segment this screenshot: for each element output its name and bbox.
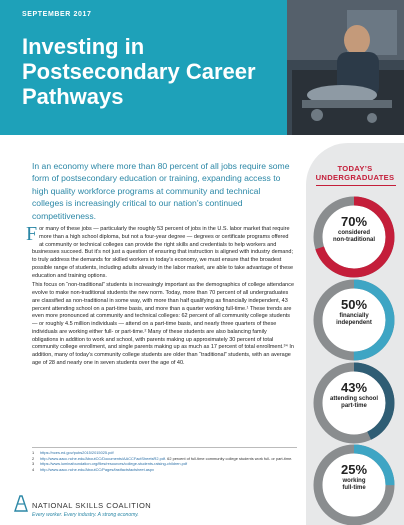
stat-label-line2: full-time — [342, 485, 366, 491]
stat-percent: 50% — [340, 297, 368, 312]
coalition-logo-icon — [14, 494, 28, 512]
stats-sidebar — [306, 143, 404, 525]
stat-label-line2: non-traditional — [333, 237, 375, 243]
stat-text — [310, 215, 398, 244]
stat-label-line1: attending school — [330, 396, 378, 402]
stat-percent: 25% — [340, 462, 368, 477]
stat-label — [310, 313, 398, 327]
body-text — [26, 223, 295, 368]
sidebar-title-line1: TODAY’S — [337, 164, 373, 173]
stat-percent: 70% — [340, 214, 368, 229]
sidebar-divider — [316, 185, 396, 186]
footnote-link[interactable]: http://www.aacc.nche.edu/AboutCC/Documents/AACCFactSheetsR2.pdf. — [40, 455, 167, 461]
stat-label-line2: part-time — [341, 403, 367, 409]
stat-text — [310, 381, 398, 410]
footnote-link[interactable]: http://www.aacc.nche.edu/AboutCC/Pages/fastfactsfactsheet.aspx — [40, 466, 154, 472]
organization-logo — [14, 494, 164, 524]
footnote-text: 62 percent of full-time community college students work full- or part-time. — [166, 455, 293, 461]
sidebar-title — [306, 164, 404, 182]
worker-photo-icon — [287, 0, 404, 135]
footnote-divider — [32, 447, 297, 448]
organization-tagline: Every worker. Every industry. A strong economy. — [32, 512, 139, 518]
stat-label-line1: considered — [337, 230, 370, 236]
stat-percent: 43% — [340, 380, 368, 395]
stat-donut — [310, 276, 398, 364]
footnote — [32, 467, 297, 473]
footnote-number: 3 — [32, 461, 35, 467]
body-paragraph-1-text: or many of these jobs — particularly the roughly 53 percent of jobs in the U.S. labor market that require more than a high school diploma, but not a four-year degree — degrees or certificate programs offered at community or technical colleges can provide the right skills and credentials to help workers and businesses succeed. But it’s not just a question of ensuring that instruction is aligned with industry demand; to truly address the demands for skilled workers in today’s economy, we must ensure that the broadest possible range of students, including adults already in the labor market, are able to take advantage of these education and training options. — [32, 226, 294, 279]
footnote-number: 2 — [32, 455, 35, 461]
stat-label — [310, 230, 398, 244]
footnote-number: 4 — [32, 466, 35, 472]
stat-donut — [310, 193, 398, 281]
footnote-link[interactable]: https://www.luminafoundation.org/files/resources/college-students-raising-children.pdf — [40, 461, 188, 467]
organization-name: NATIONAL SKILLS COALITION — [32, 501, 152, 510]
stat-text — [310, 298, 398, 327]
footnote-link[interactable]: https://nces.ed.gov/pubs2015/2015025.pdf — [40, 450, 114, 455]
page-title: Investing in Postsecondary Career Pathways — [22, 34, 256, 109]
publication-date: SEPTEMBER 2017 — [22, 11, 92, 18]
stat-donut — [310, 441, 398, 525]
header-banner — [0, 0, 404, 135]
stat-label-line2: independent — [336, 320, 372, 326]
intro-paragraph: In an economy where more than 80 percent of all jobs require some form of postsecondary education or training, expanding access to high quality workforce programs at community and technical colleges is increasingly critical to our nation’s continued competitiveness. — [32, 161, 290, 221]
sidebar-title-line2: UNDERGRADUATES — [315, 173, 395, 182]
body-paragraph-1 — [26, 223, 294, 280]
body-paragraph-2: This focus on “non-traditional” students is increasingly important as the demographics of college attendance evolve to make non-traditional students the new norm. Today, more than 70 percent of all undergraduates are classified as non-traditional in some way, with more than half qualifying as financially independent, 43 percent attending school on a part-time basis, and more than a quarter working full-time.¹ These trends are even more pronounced at community and technical colleges: 62 percent of all community college students — or roughly 4.5 million individuals — attend on a part-time basis, and nearly three quarters of these individuals are working either full- or part-time.² Many of these students are also balancing family obligations in addition to work and school, with parents making up approximately 30 percent of total community college enrollment, and single parents making up as much as 17 percent of total enrollment.³⁴ In addition, many of today’s community college students are older than “traditional” students, with an average age of 28 and nearly one in seven students over the age of 40. — [32, 282, 295, 366]
footnote-number: 1 — [32, 450, 35, 455]
stat-label — [310, 478, 398, 492]
worker-photo-illustration — [287, 0, 404, 135]
stat-label — [310, 396, 398, 410]
stat-text — [310, 463, 398, 492]
stat-donut — [310, 359, 398, 447]
drop-cap: F — [26, 223, 38, 245]
stat-label-line1: financially — [339, 313, 369, 319]
stat-label-line1: working — [342, 478, 366, 484]
footnotes — [32, 450, 297, 472]
